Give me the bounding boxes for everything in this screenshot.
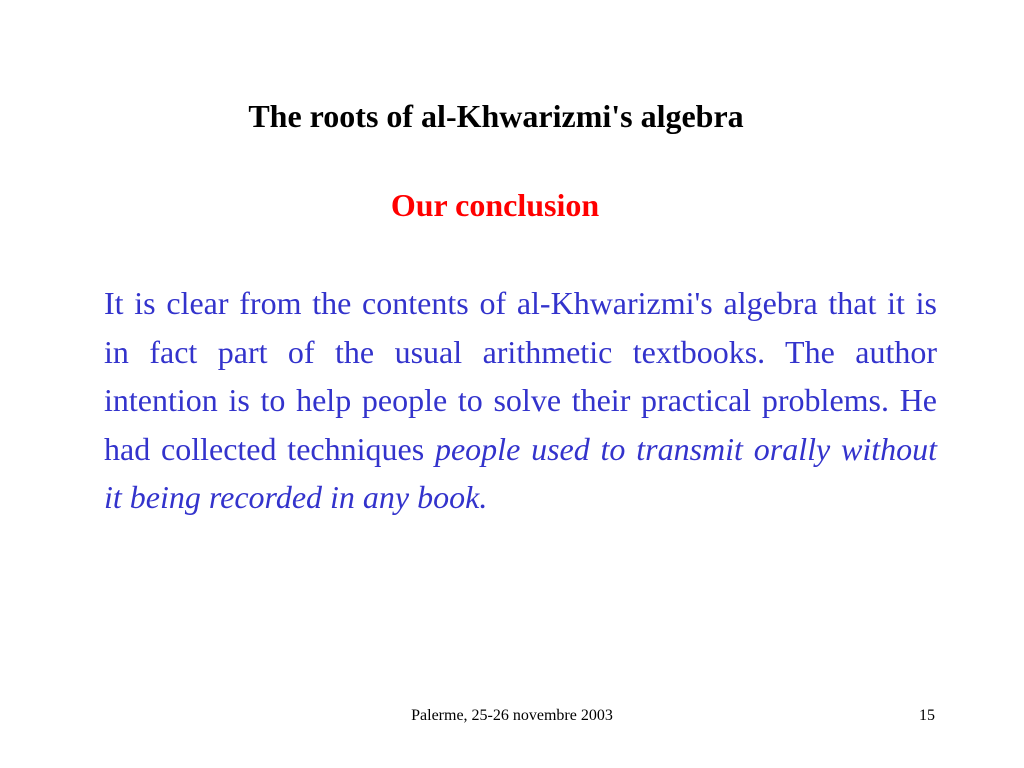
slide-subtitle: Our conclusion <box>390 187 600 223</box>
slide-title: The roots of al-Khwarizmi's algebra <box>248 98 744 134</box>
body-text-italic: people used to transmit orally without it being recorded in any book. <box>104 430 938 515</box>
page-number: 15 <box>919 707 935 724</box>
footer-location-date: Palerme, 25-26 novembre 2003 <box>411 707 613 724</box>
body-paragraph <box>104 279 937 522</box>
body-text-regular: It is clear from the contents of al-Khwarizmi's algebra that it is in fact part of the usual arithmetic textbooks. The author intention is to help people to solve their practical problems. He had collected techniques <box>104 285 937 467</box>
